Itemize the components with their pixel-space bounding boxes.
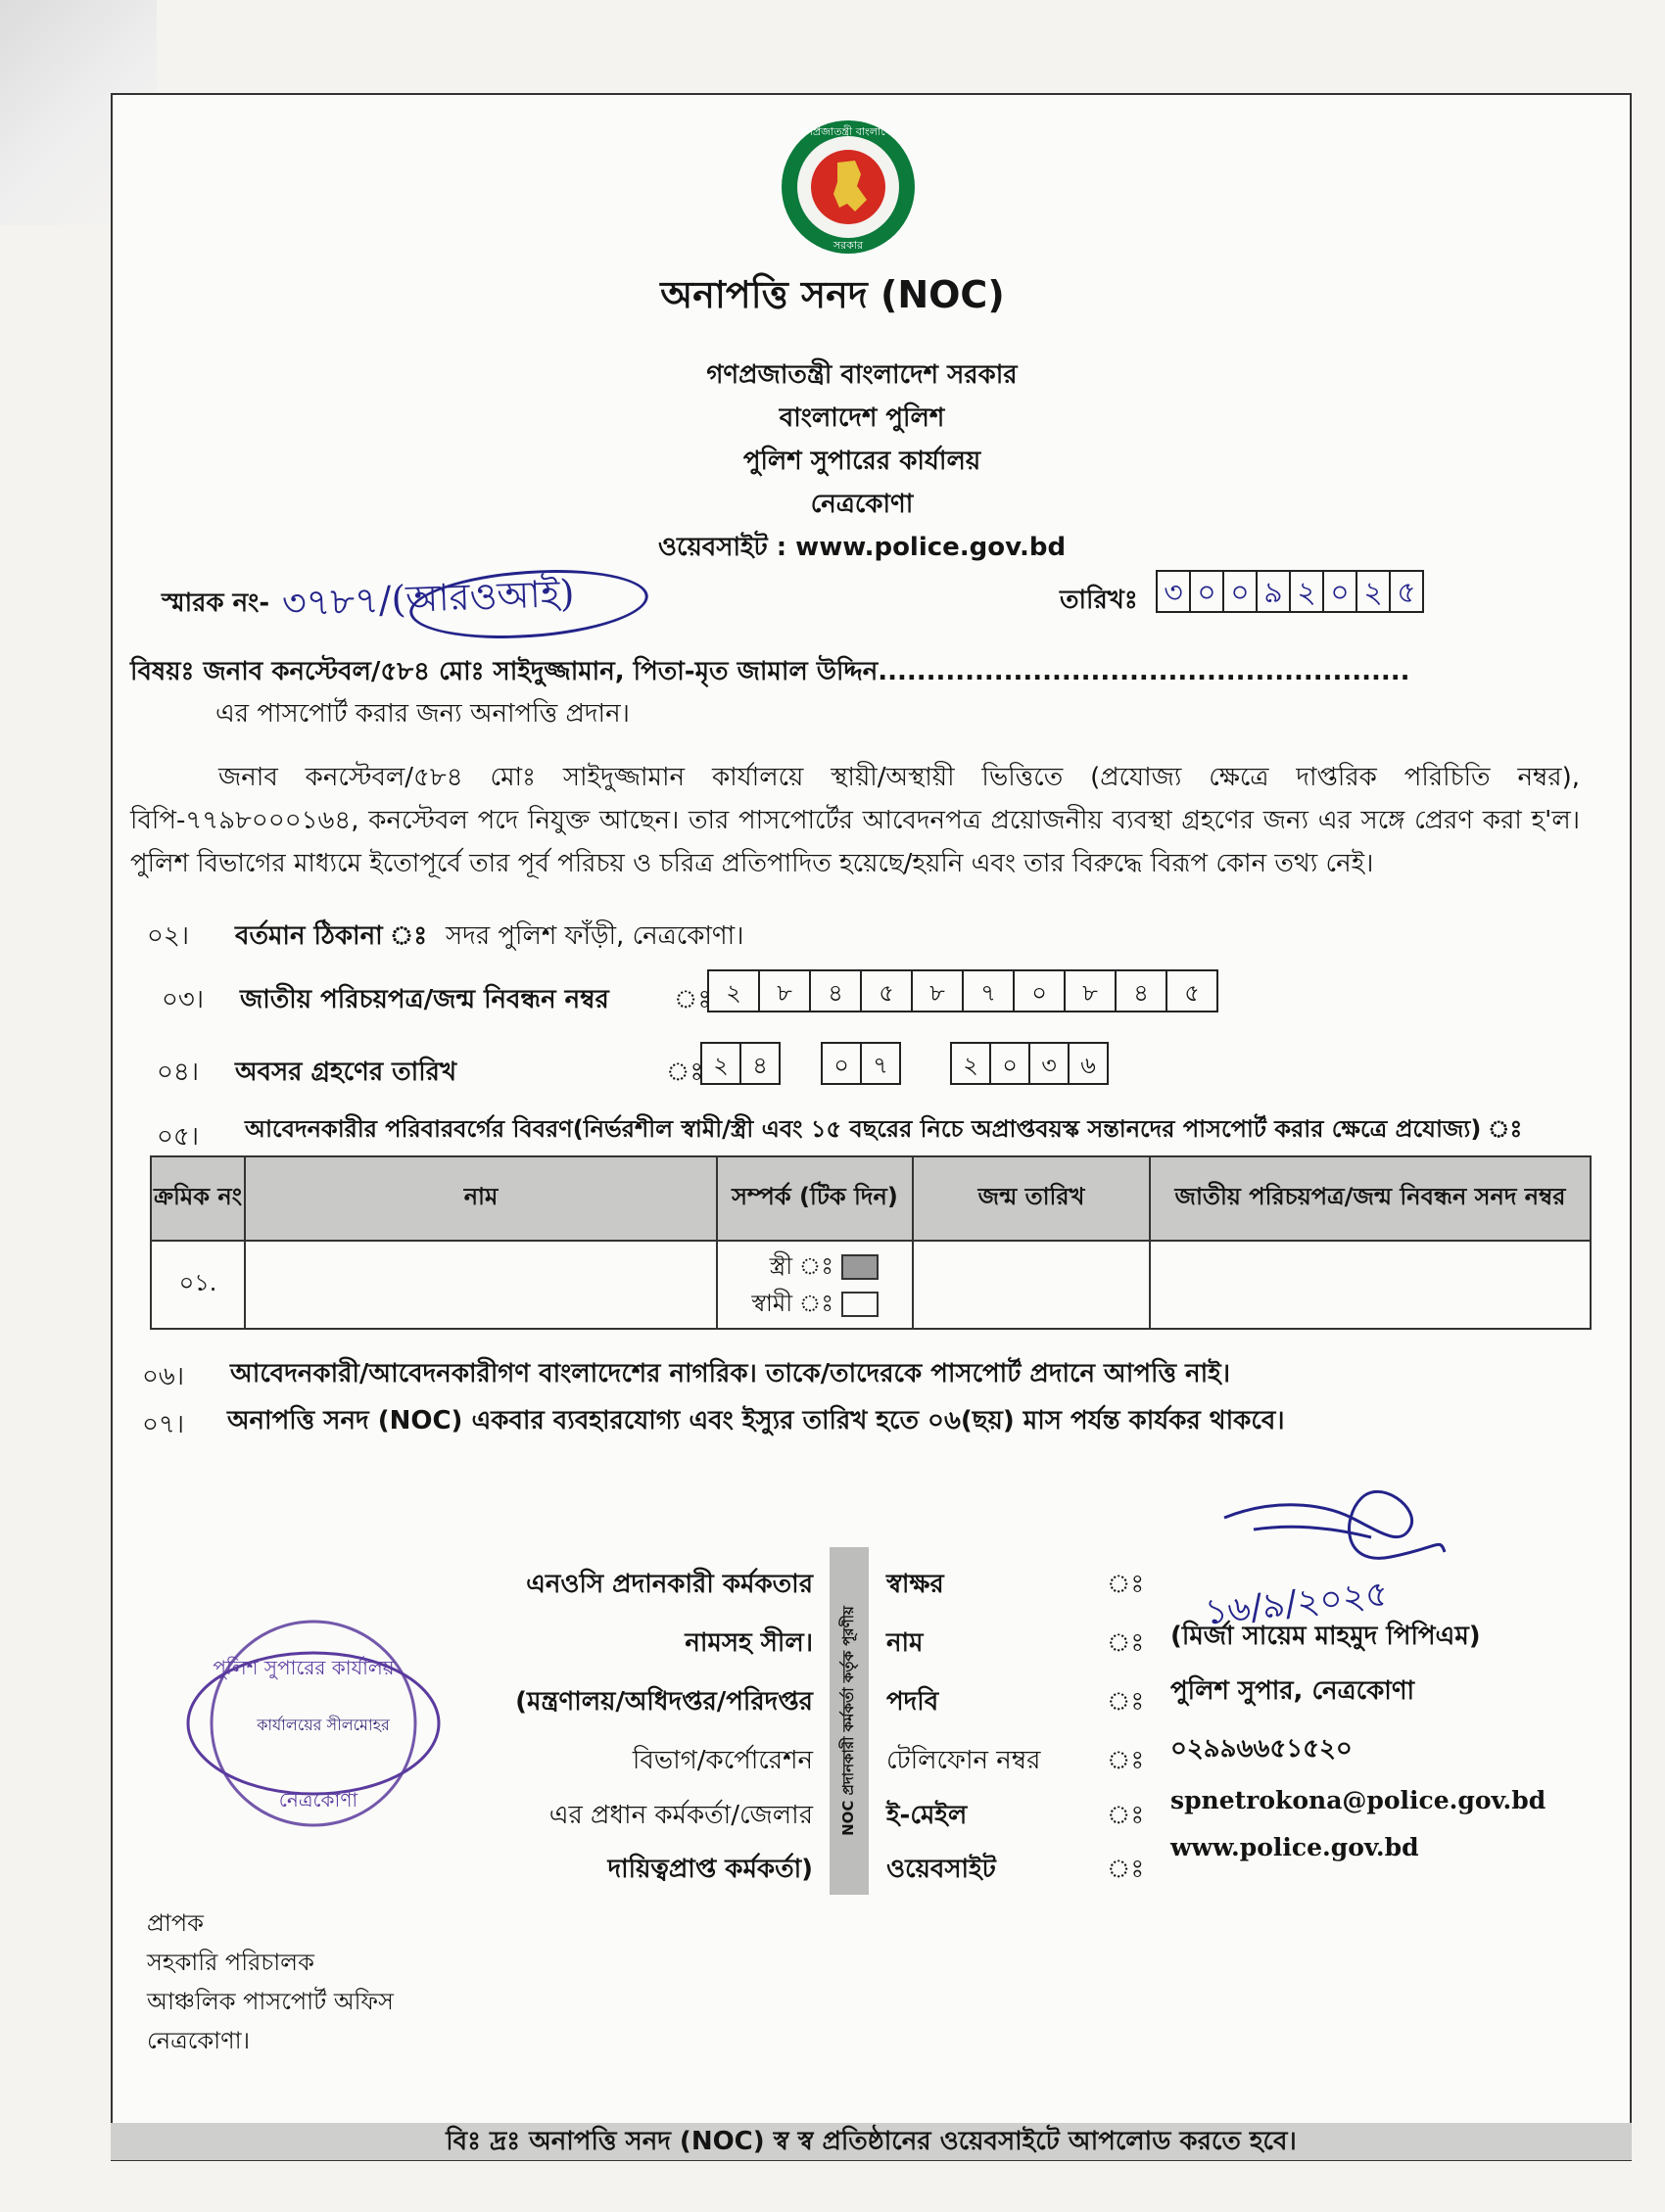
seal-text-bottom: নেত্রকোণা <box>278 1788 358 1812</box>
header-line-govt: গণপ্রজাতন্ত্রী বাংলাদেশ সরকার <box>706 360 1018 390</box>
item-02-label: বর্তমান ঠিকানা ঃ <box>235 921 428 951</box>
sig-left-line-3: (মন্ত্রণালয়/অধিদপ্তর/পরিদপ্তর <box>515 1687 813 1717</box>
relation-wife <box>719 1247 879 1285</box>
recipient-line-4: নেত্রকোণা। <box>147 2027 251 2054</box>
item-06-number: ০৬। <box>142 1362 185 1391</box>
relation-husband <box>719 1285 879 1322</box>
husband-label: স্বামী ঃ <box>751 1290 833 1317</box>
item-04-label: অবসর গ্রহণের তারিখ <box>235 1058 457 1087</box>
field-email: ই-মেইল <box>886 1801 968 1830</box>
noc-official-band <box>830 1547 869 1895</box>
value-telephone: ০২৯৯৬৬৫১৫২০ <box>1170 1734 1353 1764</box>
date-digit: ২ <box>1356 570 1391 613</box>
nid-digit: ৫ <box>860 969 913 1012</box>
col-relation: সম্পর্ক (টিক দিন) <box>717 1156 913 1241</box>
sig-left-line-4: বিভাগ/কর্পোরেশন <box>632 1746 813 1775</box>
field-telephone: টেলিফোন নম্বর <box>886 1746 1041 1775</box>
bangladesh-emblem-icon <box>779 118 918 257</box>
date-digit: ৯ <box>1256 570 1291 613</box>
colon-3: ঃ <box>1107 1687 1145 1717</box>
header-line-district: নেত্রকোণা <box>810 490 914 519</box>
colon-1: ঃ <box>1107 1570 1145 1599</box>
sig-left-line-2: নামসহ সীল। <box>685 1628 813 1658</box>
colon-4: ঃ <box>1107 1746 1145 1775</box>
cell-name <box>245 1241 717 1329</box>
family-table <box>150 1155 1592 1330</box>
retire-year-boxes <box>950 1042 1107 1085</box>
subject-line: বিষয়ঃ জনাব কনস্টেবল/৫৮৪ মোঃ সাইদুজ্জামান, পিতা-মৃত জামাল উদ্দিন....................................................... <box>130 657 1410 686</box>
emblem-text-bottom: সরকার <box>832 239 864 252</box>
retire-month-digit: ০ <box>821 1042 862 1085</box>
retire-day-digit: ২ <box>700 1042 741 1085</box>
cell-nid <box>1150 1241 1591 1329</box>
nid-digit: ৫ <box>1166 969 1218 1012</box>
table-row <box>151 1241 1591 1329</box>
husband-checkbox[interactable] <box>841 1292 879 1317</box>
emblem-text-top: গণপ্রজাতন্ত্রী বাংলাদেশ <box>799 125 897 138</box>
family-table-header <box>151 1156 1591 1241</box>
col-dob: জন্ম তারিখ <box>913 1156 1150 1241</box>
date-digit: ০ <box>1322 570 1357 613</box>
retire-year-digit: ৩ <box>1028 1042 1070 1085</box>
date-digit: ০ <box>1189 570 1224 613</box>
item-03-label: জাতীয় পরিচয়পত্র/জন্ম নিবন্ধন নম্বর <box>240 985 609 1014</box>
seal-text-top: পুলিশ সুপারের কার্যালয় <box>213 1656 395 1679</box>
wife-checkbox[interactable] <box>841 1254 879 1280</box>
item-04-number: ০৪। <box>157 1058 200 1087</box>
recipient-line-2: সহকারি পরিচালক <box>147 1949 314 1976</box>
colon-6: ঃ <box>1107 1855 1145 1884</box>
nid-boxes <box>707 969 1216 1012</box>
nid-digit: ৮ <box>1064 969 1117 1012</box>
date-digit: ২ <box>1289 570 1324 613</box>
header-line-police: বাংলাদেশ পুলিশ <box>779 403 945 433</box>
header-website: ওয়েবসাইট : www.police.gov.bd <box>657 533 1067 562</box>
col-nid: জাতীয় পরিচয়পত্র/জন্ম নিবন্ধন সনদ নম্বর <box>1150 1156 1591 1241</box>
value-name: (মির্জা সায়েম মাহমুদ পিপিএম) <box>1170 1622 1481 1651</box>
date-label: তারিখঃ <box>1060 586 1138 615</box>
retire-day-boxes <box>700 1042 779 1085</box>
field-signature: স্বাক্ষর <box>886 1570 944 1599</box>
nid-digit: ৮ <box>911 969 964 1012</box>
date-digit: ০ <box>1222 570 1258 613</box>
document-title: অনাপত্তি সনদ (NOC) <box>660 273 1005 316</box>
nid-digit: ৪ <box>1115 969 1167 1012</box>
date-boxes <box>1156 570 1422 613</box>
field-name: নাম <box>886 1628 924 1658</box>
body-paragraph: জনাব কনস্টেবল/৫৮৪ মোঃ সাইদুজ্জামান কার্যালয়ে স্থায়ী/অস্থায়ী ভিত্তিতে (প্রযোজ্য ক্ষেত্রে দাপ্তরিক পরিচিতি নম্বর), বিপি-৭৭৯৮০০০১৬৪, কনস্টেবল পদে নিযুক্ত আছেন। তার পাসপোর্টের আবেদনপত্র প্রয়োজনীয় ব্যবস্থা গ্রহণের জন্য এর সঙ্গে প্রেরণ করা হ'ল। পুলিশ বিভাগের মাধ্যমে ইতোপূর্বে তার পূর্ব পরিচয় ও চরিত্র প্রতিপাদিত হয়েছে/হয়নি এবং তার বিরুদ্ধে বিরূপ কোন তথ্য নেই। <box>130 763 1580 878</box>
nid-digit: ৪ <box>809 969 862 1012</box>
signed-date-handwritten: ১৬/৯/২০২৫ <box>1203 1574 1391 1633</box>
retire-year-digit: ২ <box>950 1042 991 1085</box>
colon-5: ঃ <box>1107 1801 1145 1830</box>
value-email: spnetrokona@police.gov.bd <box>1170 1786 1546 1814</box>
field-designation: পদবি <box>886 1687 939 1717</box>
item-03-colon: ঃ <box>674 985 712 1014</box>
value-website: www.police.gov.bd <box>1170 1833 1419 1861</box>
item-07-number: ০৭। <box>142 1410 185 1439</box>
retire-year-digit: ৬ <box>1068 1042 1109 1085</box>
retire-month-digit: ৭ <box>860 1042 901 1085</box>
value-designation: পুলিশ সুপার, নেত্রকোণা <box>1170 1676 1415 1706</box>
item-05-label: আবেদনকারীর পরিবারবর্গের বিবরণ(নির্ভরশীল স্বামী/স্ত্রী এবং ১৫ বছরের নিচে অপ্রাপ্তবয়স্ক সন্তানদের পাসপোর্ট করার ক্ষেত্রে প্রযোজ্য) ঃ <box>245 1115 1523 1143</box>
date-digit: ৫ <box>1389 570 1424 613</box>
date-digit: ৩ <box>1156 570 1191 613</box>
seal-text-mid: কার্যালয়ের সীলমোহর <box>257 1716 390 1734</box>
cell-dob <box>913 1241 1150 1329</box>
item-07-text: অনাপত্তি সনদ (NOC) একবার ব্যবহারযোগ্য এবং ইস্যুর তারিখ হতে ০৬(ছয়) মাস পর্যন্ত কার্যকর থাকবে। <box>227 1406 1285 1435</box>
item-04-colon: ঃ <box>666 1058 704 1087</box>
footer-note: বিঃ দ্রঃ অনাপত্তি সনদ (NOC) স্ব স্ব প্রতিষ্ঠানের ওয়েবসাইটে আপলোড করতে হবে। <box>111 2123 1632 2160</box>
retire-month-boxes <box>821 1042 899 1085</box>
recipient-line-3: আঞ্চলিক পাসপোর্ট অফিস <box>147 1988 394 2015</box>
office-seal-stamp-icon <box>186 1606 460 1841</box>
col-name: নাম <box>245 1156 717 1241</box>
sig-left-line-1: এনওসি প্রদানকারী কর্মকতার <box>526 1570 813 1599</box>
item-06-text: আবেদনকারী/আবেদনকারীগণ বাংলাদেশের নাগরিক। তাকে/তাদেরকে পাসপোর্ট প্রদানে আপত্তি নাই। <box>230 1359 1230 1388</box>
item-02-value: সদর পুলিশ ফাঁড়ী, নেত্রকোণা। <box>446 921 744 951</box>
subject-line-2: এর পাসপোর্ট করার জন্য অনাপত্তি প্রদান। <box>215 699 630 729</box>
retire-year-digit: ০ <box>989 1042 1030 1085</box>
item-05-number: ০৫। <box>157 1122 200 1152</box>
col-serial: ক্রমিক নং <box>151 1156 245 1241</box>
wife-label: স্ত্রী ঃ <box>769 1252 833 1280</box>
memo-number-handwritten: ৩৭৮৭/(আরওআই) <box>281 571 576 626</box>
cell-relation <box>717 1241 913 1329</box>
band-text: NOC প্রদানকারী কর্মকর্তা কর্তৃক পূরণীয় <box>838 1606 857 1836</box>
nid-digit: ৮ <box>758 969 811 1012</box>
item-02-number: ০২। <box>147 921 190 951</box>
item-03-number: ০৩। <box>162 985 205 1014</box>
sig-left-line-5: এর প্রধান কর্মকর্তা/জেলার <box>548 1801 813 1830</box>
sig-left-line-6: দায়িত্বপ্রাপ্ত কর্মকর্তা) <box>607 1855 813 1884</box>
header-line-office: পুলিশ সুপারের কার্যালয় <box>742 447 981 476</box>
field-website: ওয়েবসাইট <box>886 1855 996 1884</box>
recipient-line-1: প্রাপক <box>147 1909 204 1937</box>
retire-day-digit: ৪ <box>739 1042 781 1085</box>
memo-label: স্মারক নং- <box>162 588 270 618</box>
cell-serial: ০১. <box>151 1241 245 1329</box>
nid-digit: ২ <box>707 969 760 1012</box>
nid-digit: ৭ <box>962 969 1015 1012</box>
nid-digit: ০ <box>1013 969 1066 1012</box>
colon-2: ঃ <box>1107 1628 1145 1658</box>
